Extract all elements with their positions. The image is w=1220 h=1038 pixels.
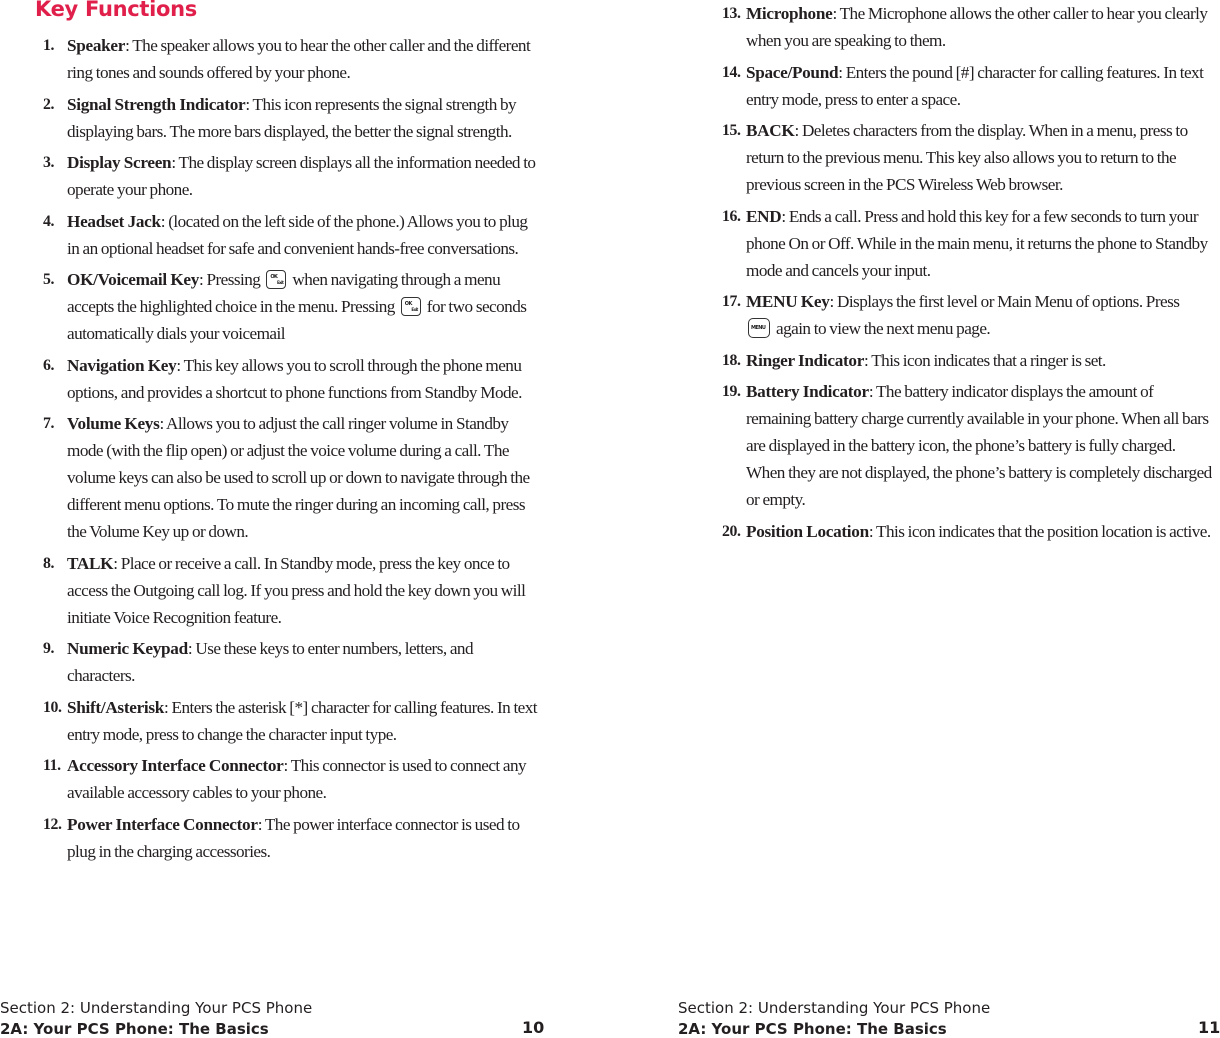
- list-item: [43, 694, 540, 748]
- list-item: [43, 149, 540, 203]
- left-page: [0, 0, 560, 1036]
- item-description: : Pressing: [199, 270, 261, 289]
- list-item: [722, 378, 1216, 513]
- list-item: [43, 811, 540, 865]
- list-item: [722, 518, 1216, 545]
- item-number: 20.: [722, 522, 741, 540]
- list-item: [43, 410, 540, 545]
- item-description: : Enters the asterisk [*] character for calling features. In text entry mode, press to change the character input type.: [67, 697, 538, 744]
- page-number: 10: [522, 1018, 545, 1037]
- item-term: Ringer Indicator: [746, 350, 865, 370]
- item-number: 10.: [43, 698, 62, 716]
- list-item: [722, 0, 1216, 54]
- item-term: Volume Keys: [67, 414, 160, 433]
- item-number: 1.: [43, 37, 55, 54]
- item-term: Position Location: [746, 521, 869, 541]
- item-term: Space/Pound: [746, 62, 839, 82]
- item-number: 8.: [43, 554, 55, 572]
- item-description: : Allows you to adjust the call ringer volume in Standby mode (with the flip open) or adjust the voice volume during a call. The volume keys can also be used to scroll up or down to navigate through the different menu options. To mute the ringer during an incoming call, press the Volume Key up or down.: [67, 414, 530, 541]
- footer-chapter-title: 2A: Your PCS Phone: The Basics: [0, 1020, 269, 1038]
- item-description: : This connector is used to connect any available accessory cables to your phone.: [67, 756, 527, 802]
- item-description: : (located on the left side of the phone.) Allows you to plug in an optional headset for safe and convenient hands-free conversations.: [67, 211, 528, 258]
- item-number: 13.: [722, 5, 741, 22]
- item-description: : This key allows you to scroll through the phone menu options, and provides a shortcut to phone functions from Standby Mode.: [67, 355, 522, 402]
- list-item: [43, 266, 540, 347]
- item-number: 14.: [722, 63, 741, 81]
- list-item: [722, 59, 1216, 113]
- item-term: TALK: [67, 553, 114, 573]
- item-term: Navigation Key: [67, 355, 177, 375]
- list-item: [43, 635, 540, 689]
- item-term: Shift/Asterisk: [67, 697, 165, 717]
- item-number: 3.: [43, 154, 55, 171]
- item-description: : Ends a call. Press and hold this key for a few seconds to turn your phone On or Off. While in the main menu, it returns the phone to Standby mode and cancels your input.: [746, 206, 1208, 280]
- item-number: 9.: [43, 640, 55, 657]
- footer-section-title: Section 2: Understanding Your PCS Phone: [678, 999, 991, 1017]
- item-number: 12.: [43, 815, 62, 833]
- item-description: : This icon represents the signal strength by displaying bars. The more bars displayed, the better the signal strength.: [67, 94, 517, 141]
- item-description: : The speaker allows you to hear the other caller and the different ring tones and sounds offered by your phone.: [67, 36, 531, 82]
- item-number: 16.: [722, 207, 741, 225]
- item-description: : The power interface connector is used to plug in the charging accessories.: [67, 814, 520, 861]
- item-description: : Deletes characters from the display. When in a menu, press to return to the previous menu. This key also allows you to return to the previous screen in the PCS Wireless Web browser.: [746, 121, 1188, 194]
- item-description: : The Microphone allows the other caller to hear you clearly when you are speaking to them.: [746, 4, 1208, 50]
- item-description: : Displays the first level or Main Menu of options. Press: [829, 292, 1180, 311]
- item-term: MENU Key: [746, 292, 830, 311]
- page-number: 11: [1198, 1018, 1220, 1037]
- item-term: Display Screen: [67, 153, 172, 172]
- list-item: [722, 347, 1216, 374]
- section-heading: Key Functions: [35, 0, 198, 21]
- item-term: Signal Strength Indicator: [67, 94, 246, 114]
- item-term: END: [746, 206, 782, 226]
- list-item: [43, 352, 540, 406]
- item-number: 6.: [43, 356, 55, 374]
- item-description: when navigating through a menu accepts the highlighted choice in the menu. Pressing: [67, 270, 501, 316]
- list-item: [43, 208, 540, 262]
- item-number: 19.: [722, 383, 741, 400]
- list-item: [43, 550, 540, 631]
- list-item: [43, 32, 540, 86]
- item-description: again to view the next menu page.: [776, 319, 991, 338]
- item-number: 18.: [722, 351, 741, 369]
- footer-section-title: Section 2: Understanding Your PCS Phone: [0, 999, 313, 1017]
- item-term: Headset Jack: [67, 211, 161, 231]
- item-description: : This icon indicates that a ringer is set.: [864, 350, 1106, 370]
- item-term: Speaker: [67, 36, 126, 55]
- item-description: : Enters the pound [#] character for calling features. In text entry mode, press to enter a space.: [746, 62, 1204, 109]
- item-term: BACK: [746, 121, 795, 140]
- item-term: OK/Voicemail Key: [67, 270, 200, 289]
- key-functions-list: [43, 32, 540, 869]
- item-number: 17.: [722, 293, 741, 310]
- list-item: [722, 203, 1216, 284]
- item-number: 15.: [722, 122, 741, 139]
- item-number: 5.: [43, 271, 55, 288]
- item-description: for two seconds automatically dials your voicemail: [67, 297, 527, 343]
- item-number: 7.: [43, 415, 55, 432]
- list-item: [43, 91, 540, 145]
- ok-key-icon: OK Exit: [401, 297, 421, 316]
- list-item: [43, 752, 540, 806]
- item-number: 11.: [43, 757, 61, 774]
- right-page: [678, 0, 1220, 1038]
- item-description: : Use these keys to enter numbers, letters, and characters.: [67, 639, 474, 685]
- item-term: Accessory Interface Connector: [67, 756, 284, 775]
- item-description: : This icon indicates that the position location is active.: [868, 521, 1211, 541]
- footer-chapter-title: 2A: Your PCS Phone: The Basics: [678, 1020, 947, 1038]
- menu-key-icon: MENU: [748, 318, 770, 338]
- item-description: : Place or receive a call. In Standby mode, press the key once to access the Outgoing call log. If you press and hold the key down you will initiate Voice Recognition feature.: [67, 553, 526, 627]
- item-description: : The display screen displays all the information needed to operate your phone.: [67, 153, 536, 199]
- list-item: [722, 117, 1216, 198]
- item-term: Microphone: [746, 4, 833, 23]
- item-term: Numeric Keypad: [67, 639, 188, 658]
- item-term: Power Interface Connector: [67, 814, 258, 834]
- ok-key-icon: OK Exit: [266, 270, 286, 289]
- item-number: 2.: [43, 95, 55, 113]
- item-number: 4.: [43, 212, 55, 230]
- item-term: Battery Indicator: [746, 382, 869, 401]
- item-description: : The battery indicator displays the amount of remaining battery charge currently available in your phone. When all bars are displayed in the battery icon, the phone’s battery is fully charged. When they are not displayed, the phone’s battery is completely discharged or empty.: [746, 382, 1212, 509]
- key-functions-list-continued: [722, 0, 1216, 549]
- list-item: [722, 288, 1216, 342]
